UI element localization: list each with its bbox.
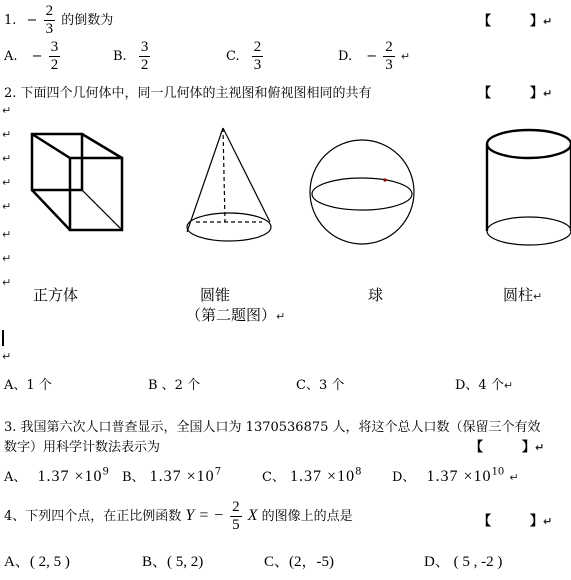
- sphere-equator: [312, 178, 412, 210]
- q1-option-a: A. − $\frac{3}{2}$: [4, 39, 59, 73]
- q3-option-b: B、 $1.37 \times 10^7$: [122, 466, 222, 485]
- solid-label-cylinder: 圆柱↵: [503, 286, 543, 304]
- cone-slant-left: [187, 128, 223, 232]
- q1-stem: 1. − $\frac{2}{3}$ 的倒数为: [4, 3, 114, 37]
- q3-stem-line2: 数字）用科学计数法表示为: [4, 440, 161, 455]
- solid-label-cube: 正方体: [33, 286, 79, 304]
- q1-stem-fraction: $\frac{2}{3}$: [45, 3, 54, 37]
- q3-option-c: C、 $1.37 \times 10^8$: [262, 466, 362, 485]
- cube-front-face: [32, 134, 82, 190]
- q2-figure-caption: （第二题图）↵: [186, 306, 286, 324]
- q2-option-d: D、4 个↵: [455, 378, 514, 393]
- return-mark: ↵: [2, 104, 12, 117]
- q2-stem: 2. 下面四个几何体中，同一几何体的主视图和俯视图相同的共有: [4, 86, 372, 101]
- q4-option-b: B、( 5, 2): [142, 554, 204, 570]
- cylinder-top: [487, 130, 571, 158]
- return-mark: ↵: [2, 128, 12, 141]
- solid-label-sphere: 球: [368, 286, 384, 304]
- return-mark: ↵: [2, 228, 12, 241]
- text-cursor: [2, 330, 4, 346]
- cylinder-figure: [487, 130, 571, 245]
- cone-axis: [223, 128, 225, 222]
- q4-option-d: D、 ( 5 , -2 ): [424, 554, 503, 570]
- cone-figure: [187, 128, 271, 241]
- return-mark: ↵: [2, 252, 12, 265]
- q2-option-c: C、3 个: [296, 378, 345, 393]
- q3-stem-line1: 3. 我国第六次人口普查显示，全国人口为 1370536875 人，将这个总人口数（保留三个有效: [4, 420, 541, 435]
- q1-option-c: C. $\frac{2}{3}$: [226, 39, 262, 73]
- return-mark: ↵: [2, 350, 12, 363]
- sphere-center-dot: [383, 178, 386, 181]
- q1-option-d: D. − $\frac{2}{3}$ ↵: [338, 39, 411, 73]
- q4-option-a: A、( 2, 5 ): [4, 554, 70, 570]
- sphere-figure: [310, 140, 414, 244]
- q3-answer-bracket: 【 】↵: [470, 440, 545, 455]
- cube-edge: [82, 134, 122, 158]
- q3-option-d: D、 $1.37 \times 10^{10}$ ↵: [392, 466, 519, 485]
- cone-slant-right: [223, 128, 270, 222]
- q4-answer-bracket: 【 】↵: [478, 514, 553, 529]
- cone-base: [187, 213, 271, 241]
- q3-option-a: A、 $1.37 \times 10^9$: [4, 466, 109, 485]
- q1-option-b: B. $\frac{3}{2}$: [113, 39, 149, 73]
- q2-figure: [0, 118, 571, 248]
- return-mark: ↵: [2, 200, 12, 213]
- cube-figure: [32, 134, 122, 230]
- q4-function-fraction: $\frac{2}{5}$: [232, 499, 240, 533]
- cylinder-bottom: [487, 217, 571, 245]
- solid-label-cone: 圆锥: [200, 286, 231, 304]
- q4-option-c: C、(2，-5): [264, 554, 334, 570]
- q2-option-a: A、1 个: [4, 378, 52, 393]
- cube-back-edges: [32, 134, 122, 230]
- return-mark: ↵: [2, 176, 12, 189]
- return-mark: ↵: [2, 276, 12, 289]
- q1-answer-bracket: 【 】↵: [478, 14, 553, 29]
- q2-option-b: B 、2 个: [148, 378, 201, 393]
- sphere-outline: [310, 140, 414, 244]
- cube-edge: [32, 190, 70, 230]
- q2-answer-bracket: 【 】↵: [478, 86, 553, 101]
- q4-stem: 4、下列四个点，在正比例函数 Y = − $\frac{2}{5}$ X 的图像上的点是: [4, 499, 353, 533]
- return-mark: ↵: [2, 152, 12, 165]
